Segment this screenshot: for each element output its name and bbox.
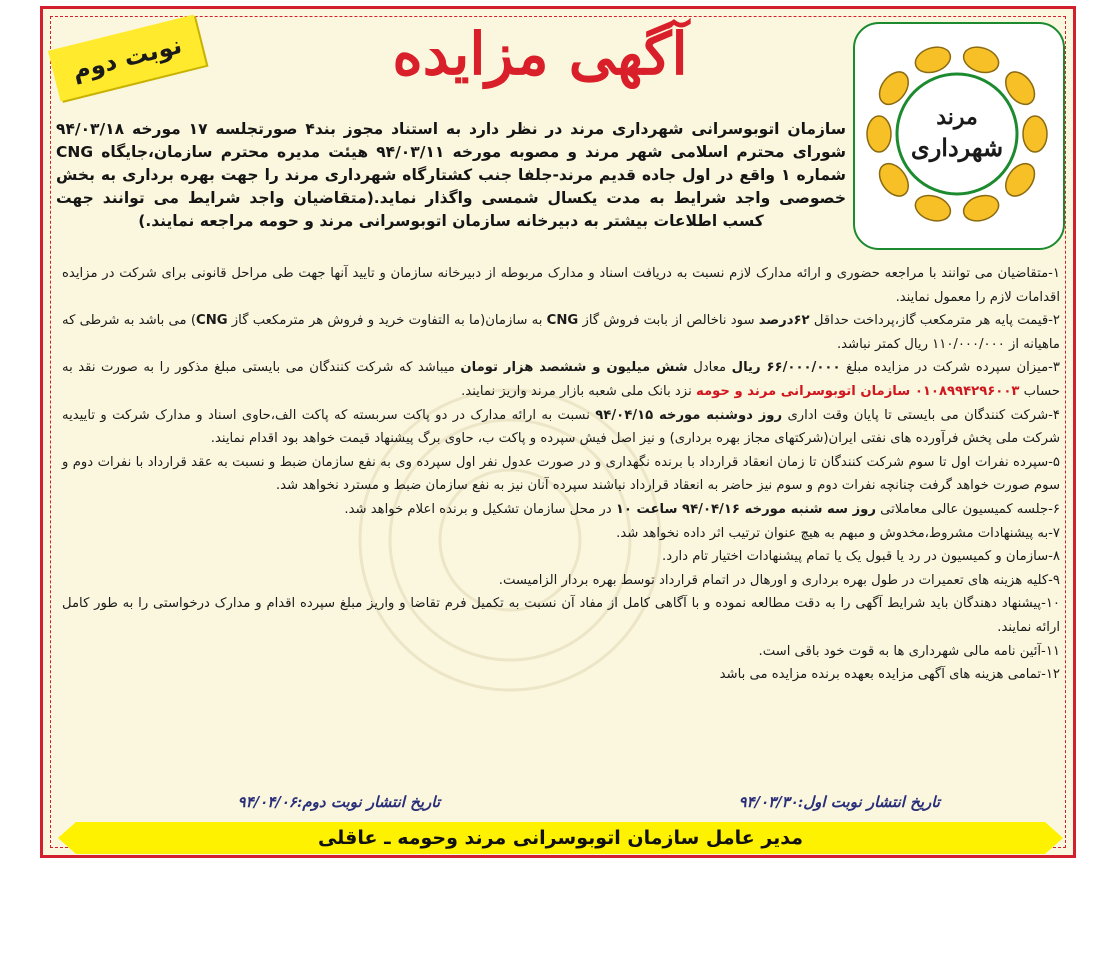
item6-text: ۶-جلسه کمیسیون عالی معاملاتی <box>875 501 1060 517</box>
list-item: ۱-متقاضیان می توانند با مراجعه حضوری و ارائه مدارک لازم نسبت به دریافت اسناد و مدارک مربوطه از دبیرخانه سازمان و تایید آنها جهت طی مراحل قانونی برای شرکت در مزایده اقدامات لازم را معمول نمایند. <box>62 266 1060 305</box>
list-item: ۸-سازمان و کمیسیون در رد یا قبول یک یا تمام پیشنهادات اختیار تام دارد. <box>662 549 1060 565</box>
item2-text-b: سود ناخالص از بابت فروش گاز <box>578 313 759 329</box>
list-item: ۹-کلیه هزینه های تعمیرات در طول بهره برداری و اورهال در اتمام قرارداد توسط بهره بردار الزامیست. <box>498 572 1060 588</box>
logo-leaf-icon <box>912 43 954 77</box>
item2-text: ۲-قیمت پایه هر مترمکعب گاز،پرداخت حداقل <box>809 313 1060 329</box>
item3-amount: ۶۶/۰۰۰/۰۰۰ ریال <box>731 360 841 376</box>
logo-leaf-icon <box>960 43 1002 77</box>
logo-leaf-icon <box>912 191 954 225</box>
item2-cng-b: CNG <box>196 313 228 329</box>
list-item <box>62 309 1060 356</box>
second-publish-date: تاریخ انتشار نوبت دوم:۹۴/۰۴/۰۶ <box>237 793 440 811</box>
list-item <box>62 498 1060 522</box>
list-item <box>62 404 1060 451</box>
item4-deadline: روز دوشنبه مورخه ۹۴/۰۴/۱۵ <box>595 407 783 423</box>
logo-leaf-icon <box>960 191 1002 225</box>
item4-text-b: نسبت به ارائه مدارک در دو پاکت سربسته که پاکت الف،حاوی اسناد و مدارک شرکت و تاییدیه شرکت ملی پخش فرآورده های نفتی ایران(شرکتهای مجاز بهره برداری) و نیز اصل فیش سپرده و پاکت ب، حاوی برگ پیشنهاد قیمت خواهد بود اقدام نمایند. <box>62 407 1060 447</box>
item3-text-b: معادل <box>687 360 732 376</box>
item6-text-b: در محل سازمان تشکیل و برنده اعلام خواهد شد. <box>344 501 616 517</box>
list-item: ۱۲-تمامی هزینه های آگهی مزایده بعهده برنده مزایده می باشد <box>719 667 1060 683</box>
item3-text: ۳-میزان سپرده شرکت در مزایده مبلغ <box>840 360 1060 376</box>
item3-amount-words: شش میلیون و ششصد هزار تومان <box>460 360 688 376</box>
item2-text-c: به سازمان(ما به التفاوت خرید و فروش هر مترمکعب گاز <box>227 313 547 329</box>
logo-leaf-icon <box>1023 116 1047 152</box>
item4-text: ۴-شرکت کنندگان می بایستی تا پایان وقت اداری <box>782 407 1060 423</box>
item2-percent: ۶۲درصد <box>758 313 810 329</box>
logo-text-line2: مرند <box>936 104 978 130</box>
list-item: ۱۰-پیشنهاد دهندگان باید شرایط آگهی را به دقت مطالعه نموده و با آگاهی کامل از مفاد آن نسبت به تکمیل فرم تقاضا و واریز مبلغ سپرده اقدام و مدارک درخواستی را به طور کامل ارائه نمایند. <box>62 596 1060 635</box>
first-publish-date: تاریخ انتشار نوبت اول:۹۴/۰۳/۳۰ <box>738 793 940 811</box>
item2-text-d: ) می باشد به شرطی که ماهیانه از ۱۱۰/۰۰۰/۰۰۰ ریال کمتر نباشد. <box>62 313 1060 352</box>
list-item: ۷-به پیشنهادات مشروط،مخدوش و مبهم به هیچ عنوان ترتیب اثر داده نخواهد شد. <box>616 525 1060 541</box>
logo-text-line1: شهرداری <box>910 133 1004 162</box>
conditions-list <box>62 262 1060 687</box>
badge-label: نوبت دوم <box>69 30 185 86</box>
item2-cng: CNG <box>546 313 579 329</box>
footer-signature: مدیر عامل سازمان اتوبوسرانی مرند وحومه ـ عاقلی <box>317 827 804 849</box>
list-item: ۱۱-آئین نامه مالی شهرداری ها به قوت خود باقی است. <box>758 643 1060 659</box>
item3-text-d: نزد بانک ملی شعبه بازار مرند واریز نمایند. <box>461 383 696 399</box>
item6-meeting-date: روز سه شنبه مورخه ۹۴/۰۴/۱۶ ساعت ۱۰ <box>615 501 876 517</box>
item3-account: ۰۱۰۸۹۹۴۲۹۶۰۰۳ سازمان اتوبوسرانی مرند و حومه <box>695 383 1020 399</box>
intro-paragraph: سازمان اتوبوسرانی شهرداری مرند در نظر دارد به استناد مجوز بند۴ صورتجلسه ۱۷ مورخه ۹۴/۰۳/۱۸ شورای محترم اسلامی شهر مرند و مصوبه مورخه ۹۴/۰۳/۱۱ هیئت مدیره محترم سازمان،جایگاه CNG شماره ۱ واقع در اول جاده قدیم مرند-جلفا جنب کشتارگاه شهرداری مرند را جهت بهره برداری به بخش خصوصی واجد شرایط به مدت یکسال شمسی واگذار نماید.(متقاضیان واجد شرایط می توانند جهت کسب اطلاعات بیشتر به دبیرخانه سازمان اتوبوسرانی مرند و حومه مراجعه نمایند.) <box>56 120 846 230</box>
logo-emblem-icon <box>855 24 1059 244</box>
item3-text-c: میباشد که شرکت کنندگان می بایستی مبلغ مذکور را به صورت نقد به حساب <box>62 360 1060 399</box>
logo-leaf-icon <box>867 116 891 152</box>
list-item <box>62 356 1060 403</box>
page-title: آگهی مزایده <box>392 20 688 88</box>
list-item: ۵-سپرده نفرات اول تا سوم شرکت کنندگان تا زمان انعقاد قرارداد با برنده نگهداری و در صورت عدول نفر اول سپرده وی به نفع سازمان ضبط و نسبت به عقد قرارداد با نفرات دوم و سوم صورت خواهد گرفت چنانچه نفرات دوم و سوم نیز حاضر به انعقاد قرارداد نباشند سپرده آنان نیز به نفع سازمان ضبط و مسترد نخواهد شد. <box>62 454 1060 494</box>
municipality-logo <box>853 22 1065 250</box>
